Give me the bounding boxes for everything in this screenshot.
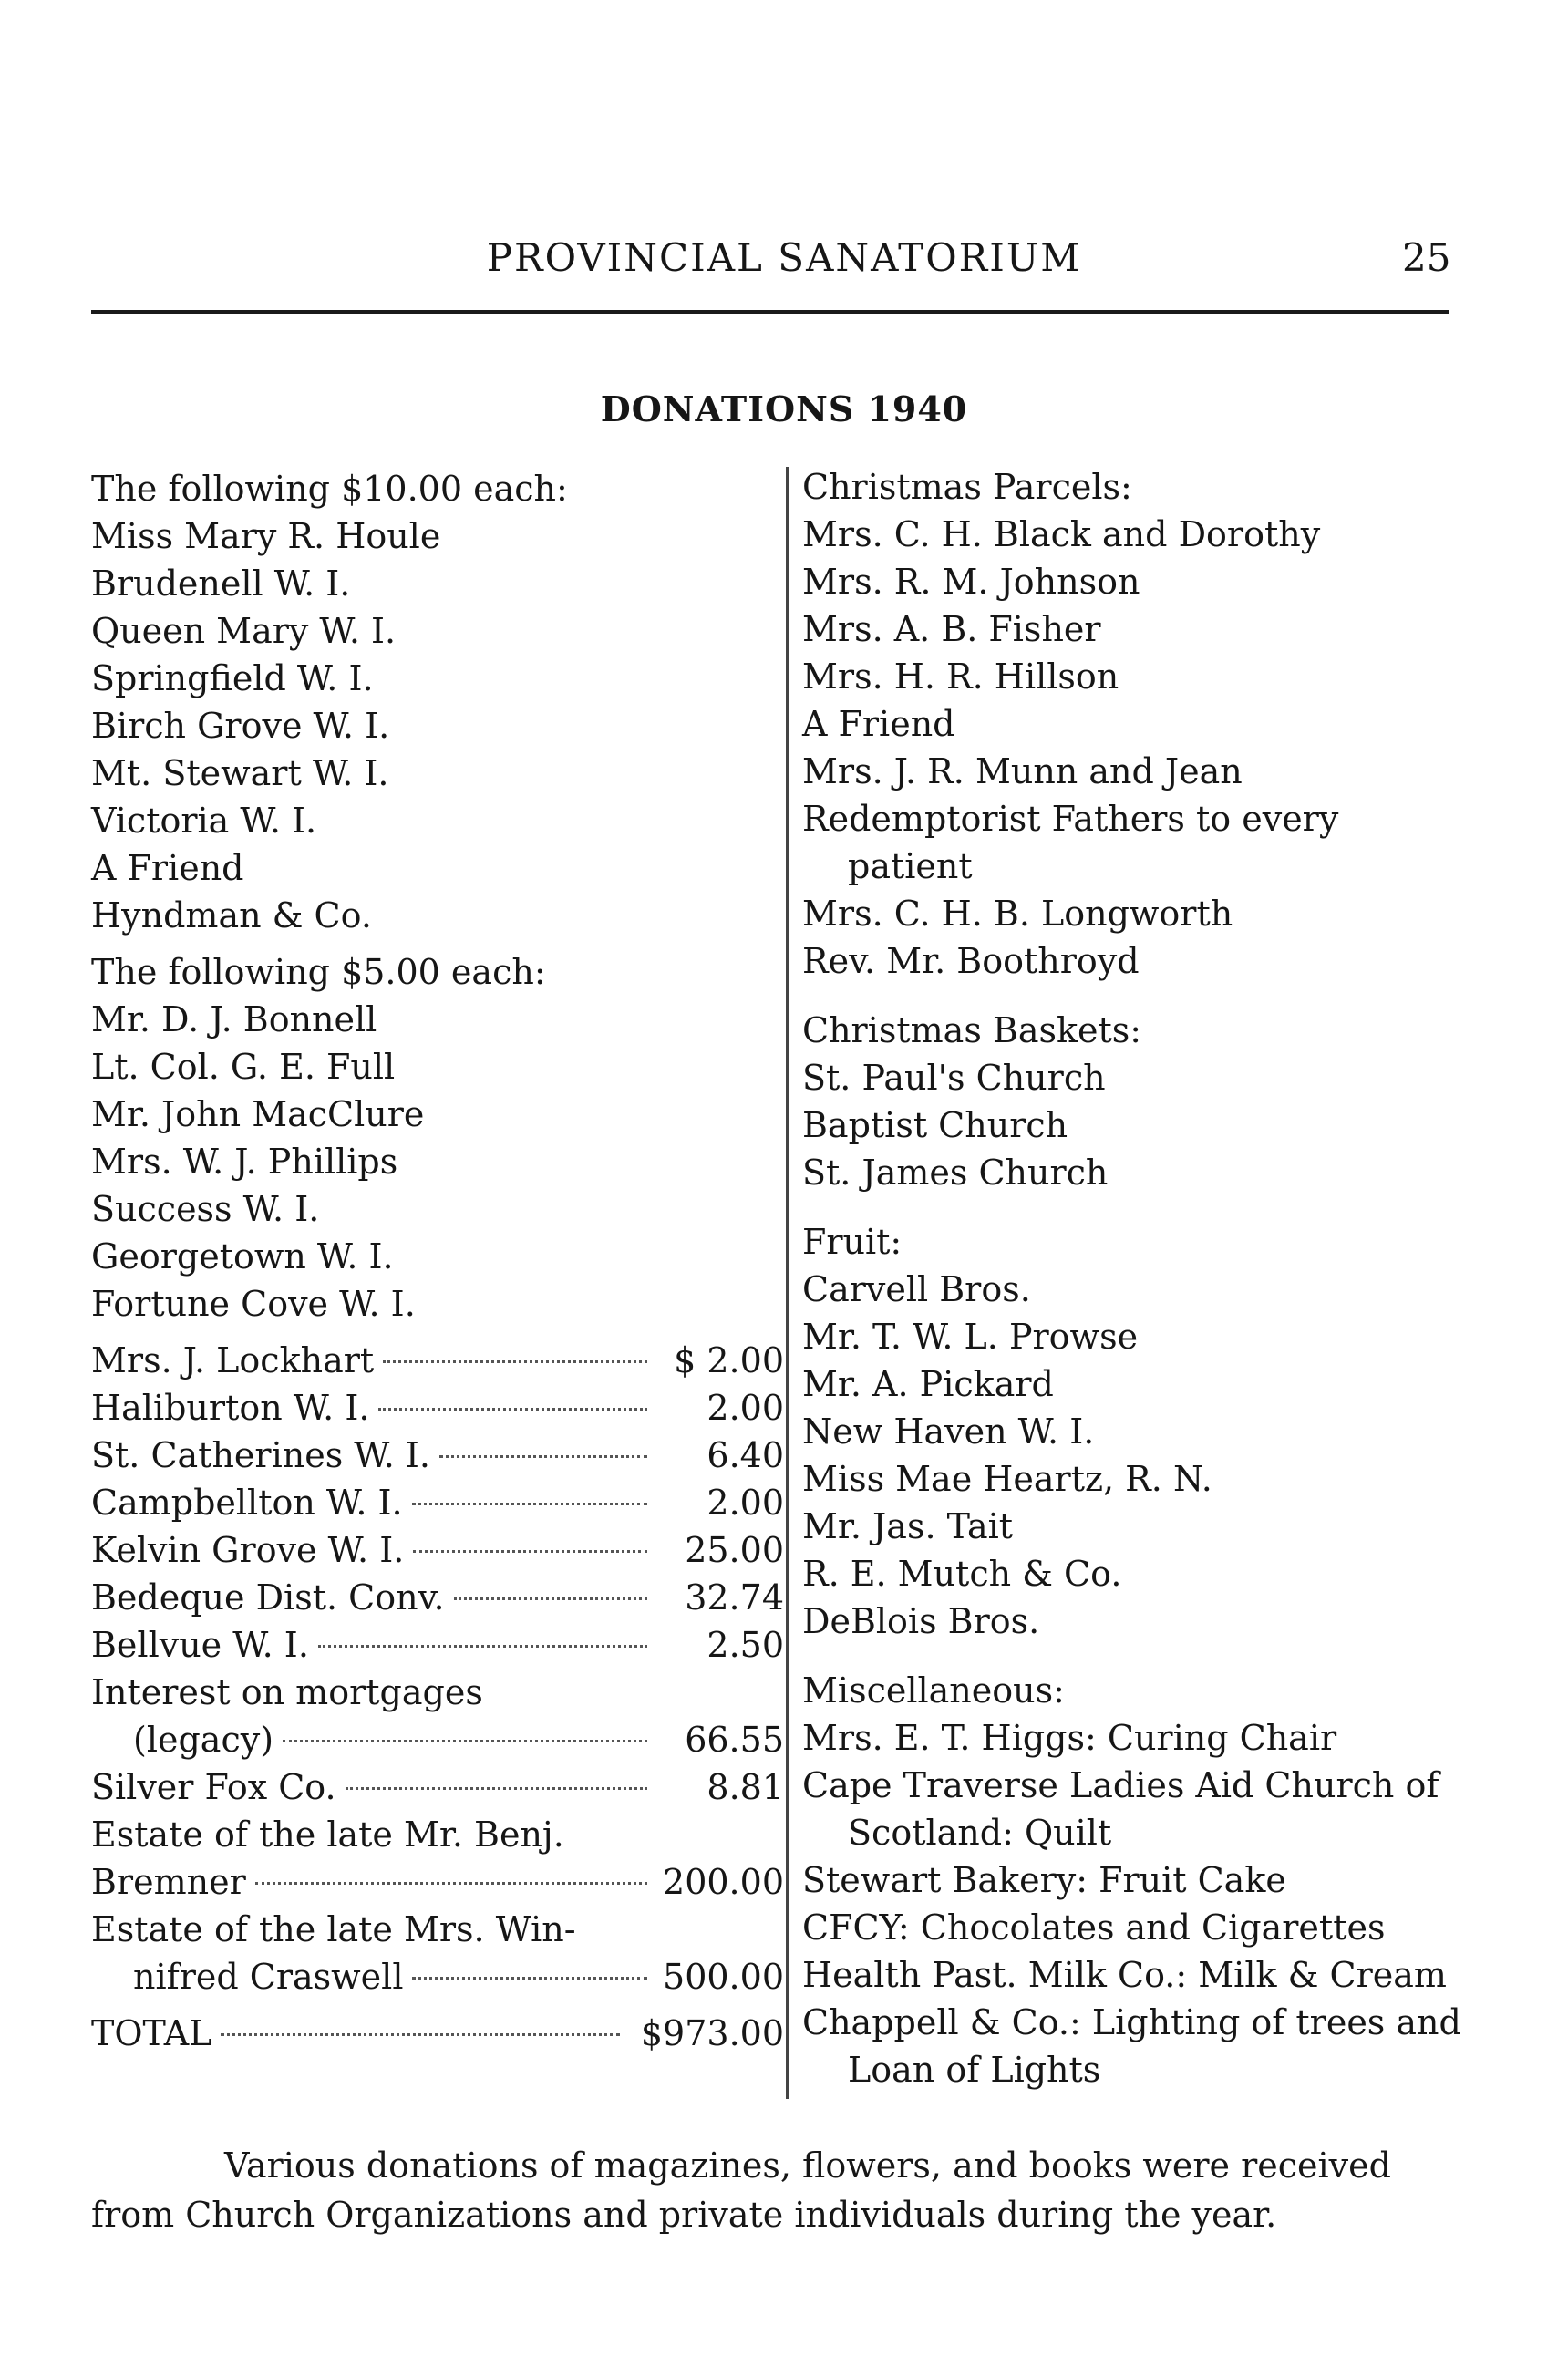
dot-leader xyxy=(346,1787,647,1790)
donor-line: Fortune Cove W. I. xyxy=(91,1284,416,1324)
dot-leader xyxy=(283,1740,647,1742)
donation-amount: 6.40 xyxy=(707,1435,784,1475)
amount-row xyxy=(91,1716,784,1763)
amount-row xyxy=(91,1432,784,1479)
dot-leader xyxy=(454,1597,647,1600)
donor-line: Miss Mary R. Houle xyxy=(91,516,441,556)
donation-amount: 32.74 xyxy=(685,1577,784,1618)
donation-amount: 500.00 xyxy=(663,1957,784,1997)
donor-line: Victoria W. I. xyxy=(91,801,317,841)
donor-name: Kelvin Grove W. I. xyxy=(91,1530,405,1570)
misc-donor: Cape Traverse Ladies Aid Church of xyxy=(802,1765,1439,1805)
donor-line: A Friend xyxy=(91,848,244,888)
five-dollar-heading: The following $5.00 each: xyxy=(91,952,546,992)
donor-line: Success W. I. xyxy=(91,1189,320,1229)
amount-row xyxy=(91,1763,784,1811)
parcel-donor-continuation: patient xyxy=(848,846,973,886)
donation-amount: 2.00 xyxy=(707,1388,784,1428)
parcel-donor: Mrs. C. H. Black and Dorothy xyxy=(802,514,1321,554)
amount-row xyxy=(91,1574,784,1621)
ten-dollar-heading: The following $10.00 each: xyxy=(91,469,568,509)
fruit-donor: DeBlois Bros. xyxy=(802,1601,1040,1641)
dot-leader xyxy=(221,2033,620,2036)
amount-row xyxy=(91,1953,784,2000)
fruit-donor: New Haven W. I. xyxy=(802,1411,1095,1452)
donor-line: Mr. John MacClure xyxy=(91,1094,425,1134)
dot-leader xyxy=(383,1360,647,1363)
dot-leader xyxy=(412,1503,647,1505)
dot-leader xyxy=(378,1408,647,1411)
donation-amount: 2.00 xyxy=(707,1483,784,1523)
amount-row xyxy=(91,1526,784,1574)
estate-line: Estate of the late Mr. Benj. xyxy=(91,1814,564,1855)
column-divider xyxy=(786,467,789,2099)
dot-leader xyxy=(412,1977,647,1980)
parcels-heading: Christmas Parcels: xyxy=(802,467,1132,507)
donor-name: Silver Fox Co. xyxy=(91,1767,336,1807)
donor-line: Brudenell W. I. xyxy=(91,563,351,604)
donor-line: Georgetown W. I. xyxy=(91,1236,394,1277)
amount-row xyxy=(91,1858,784,1906)
parcel-donor: Mrs. A. B. Fisher xyxy=(802,609,1101,649)
donor-line: Mr. D. J. Bonnell xyxy=(91,999,377,1039)
total-label: TOTAL xyxy=(91,2013,212,2053)
right-column xyxy=(802,463,1532,2093)
parcel-donor: Redemptorist Fathers to every xyxy=(802,799,1339,839)
fruit-donor: Mr. Jas. Tait xyxy=(802,1506,1014,1546)
donation-amount: 25.00 xyxy=(685,1530,784,1570)
donor-line: Birch Grove W. I. xyxy=(91,706,390,746)
misc-donor-continuation: Loan of Lights xyxy=(848,2050,1101,2090)
header-rule xyxy=(91,310,1449,314)
misc-donor: Health Past. Milk Co.: Milk & Cream xyxy=(802,1955,1447,1995)
parcel-donor: A Friend xyxy=(802,704,955,744)
dot-leader xyxy=(255,1882,647,1885)
amount-row xyxy=(91,1337,784,1384)
amount-row xyxy=(91,1621,784,1669)
interest-line: Interest on mortgages xyxy=(91,1672,483,1712)
donation-amount: 2.50 xyxy=(707,1625,784,1665)
donor-name: Bellvue W. I. xyxy=(91,1625,309,1665)
parcel-donor: Rev. Mr. Boothroyd xyxy=(802,941,1140,981)
misc-donor-continuation: Scotland: Quilt xyxy=(848,1813,1112,1853)
fruit-donor: Mr. A. Pickard xyxy=(802,1364,1054,1404)
fruit-donor: R. E. Mutch & Co. xyxy=(802,1554,1122,1594)
left-column xyxy=(91,465,784,2057)
parcel-donor: Mrs. J. R. Munn and Jean xyxy=(802,751,1243,791)
donation-amount: 66.55 xyxy=(685,1720,784,1760)
fruit-donor: Miss Mae Heartz, R. N. xyxy=(802,1459,1212,1499)
fruit-donor: Mr. T. W. L. Prowse xyxy=(802,1317,1139,1357)
donor-name: (legacy) xyxy=(133,1720,274,1760)
dot-leader xyxy=(439,1455,647,1458)
donor-line: Hyndman & Co. xyxy=(91,895,372,936)
running-title: PROVINCIAL SANATORIUM xyxy=(486,235,1082,280)
donor-name: Bremner xyxy=(91,1862,246,1902)
donor-name: Haliburton W. I. xyxy=(91,1388,370,1428)
donor-name: nifred Craswell xyxy=(133,1957,404,1997)
misc-heading: Miscellaneous: xyxy=(802,1670,1065,1711)
donor-line: Mrs. W. J. Phillips xyxy=(91,1142,398,1182)
basket-donor: Baptist Church xyxy=(802,1105,1068,1145)
total-row xyxy=(91,2010,784,2057)
donor-name: St. Catherines W. I. xyxy=(91,1435,430,1475)
page-number: 25 xyxy=(1402,235,1451,280)
dot-leader xyxy=(318,1645,647,1648)
amount-row xyxy=(91,1479,784,1526)
donation-amount: $ 2.00 xyxy=(674,1340,784,1380)
misc-donor: CFCY: Chocolates and Cigarettes xyxy=(802,1907,1386,1948)
total-amount: $973.00 xyxy=(640,2013,784,2053)
baskets-heading: Christmas Baskets: xyxy=(802,1010,1142,1050)
donor-line: Queen Mary W. I. xyxy=(91,611,397,651)
section-title: DONATIONS 1940 xyxy=(600,388,968,429)
parcel-donor: Mrs. H. R. Hillson xyxy=(802,656,1119,697)
donor-name: Mrs. J. Lockhart xyxy=(91,1340,375,1380)
donation-amount: 8.81 xyxy=(707,1767,784,1807)
donor-name: Bedeque Dist. Conv. xyxy=(91,1577,445,1618)
fruit-donor: Carvell Bros. xyxy=(802,1269,1031,1309)
amount-row xyxy=(91,1384,784,1432)
estate-line: Estate of the late Mrs. Win- xyxy=(91,1909,576,1949)
misc-donor: Chappell & Co.: Lighting of trees and xyxy=(802,2002,1461,2042)
basket-donor: St. Paul's Church xyxy=(802,1058,1106,1098)
misc-donor: Mrs. E. T. Higgs: Curing Chair xyxy=(802,1718,1337,1758)
donor-line: Mt. Stewart W. I. xyxy=(91,753,389,793)
donor-line: Lt. Col. G. E. Full xyxy=(91,1047,396,1087)
donor-name: Campbellton W. I. xyxy=(91,1483,403,1523)
parcel-donor: Mrs. C. H. B. Longworth xyxy=(802,894,1233,934)
donation-amount: 200.00 xyxy=(663,1862,784,1902)
basket-donor: St. James Church xyxy=(802,1153,1109,1193)
dot-leader xyxy=(413,1550,647,1553)
footer-note: Various donations of magazines, flowers, and books were received from Church Organizations and private individuals during the year. xyxy=(91,2145,1391,2235)
misc-donor: Stewart Bakery: Fruit Cake xyxy=(802,1860,1286,1900)
fruit-heading: Fruit: xyxy=(802,1222,903,1262)
parcel-donor: Mrs. R. M. Johnson xyxy=(802,562,1140,602)
donor-line: Springfield W. I. xyxy=(91,658,374,698)
